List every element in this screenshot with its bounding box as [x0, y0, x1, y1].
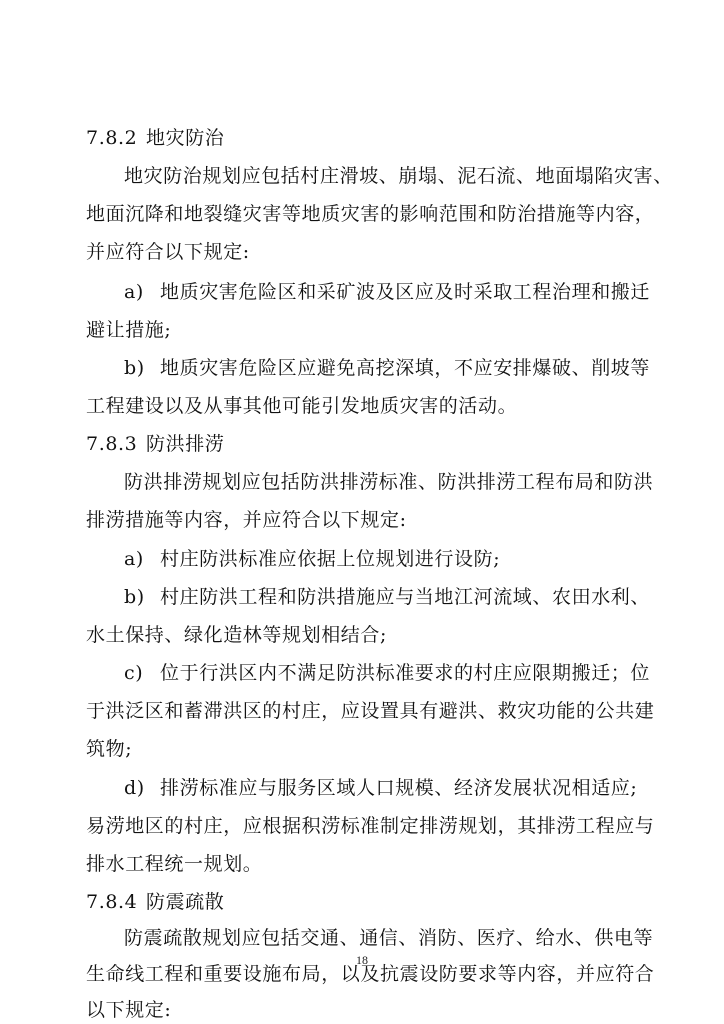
- list-item-line: 易涝地区的村庄，应根据积涝标准制定排涝规划，其排涝工程应与: [86, 815, 655, 837]
- section-number: 7.8.4: [86, 891, 138, 913]
- paragraph-line: 防洪排涝规划应包括防洪排涝标准、防洪排涝工程布局和防洪: [124, 471, 654, 493]
- list-item-line: 工程建设以及从事其他可能引发地质灾害的活动。: [86, 395, 518, 417]
- section-heading-7-8-3: [86, 432, 656, 456]
- list-item-text: 村庄防洪标准应依据上位规划进行设防;: [160, 548, 501, 570]
- list-item-label: a): [124, 548, 144, 570]
- list-item-line: [124, 585, 694, 609]
- list-item-text: 排涝标准应与服务区域人口规模、经济发展状况相适应;: [160, 777, 638, 799]
- list-item-label: b): [124, 357, 145, 379]
- list-item-line: [124, 776, 694, 800]
- paragraph-line: 地灾防治规划应包括村庄滑坡、崩塌、泥石流、地面塌陷灾害、: [124, 165, 673, 187]
- list-item-line: [124, 661, 694, 685]
- list-item-text: 地质灾害危险区应避免高挖深填，不应安排爆破、削坡等: [160, 357, 651, 379]
- list-item-text: 位于行洪区内不满足防洪标准要求的村庄应限期搬迁；位: [160, 662, 651, 684]
- paragraph-line: 以下规定:: [86, 999, 172, 1021]
- list-item-line: 筑物;: [86, 738, 133, 760]
- section-heading-7-8-2: [86, 126, 656, 150]
- list-item-label: c): [124, 662, 144, 684]
- section-title: 防洪排涝: [146, 433, 225, 455]
- paragraph-line: 并应符合以下规定:: [86, 241, 250, 263]
- list-item-line: [124, 280, 694, 304]
- section-number: 7.8.3: [86, 433, 138, 455]
- section-title: 防震疏散: [146, 891, 225, 913]
- list-item-line: 水土保持、绿化造林等规划相结合;: [86, 624, 388, 646]
- section-heading-7-8-4: [86, 890, 656, 914]
- list-item-label: d): [124, 777, 145, 799]
- list-item-text: 地质灾害危险区和采矿波及区应及时采取工程治理和搬迁: [160, 281, 651, 303]
- list-item-text: 村庄防洪工程和防洪措施应与当地江河流域、农田水利、: [160, 586, 651, 608]
- section-number: 7.8.2: [86, 127, 138, 149]
- list-item-label: a): [124, 281, 144, 303]
- list-item-line: [124, 547, 694, 571]
- list-item-line: 排水工程统一规划。: [86, 853, 263, 875]
- page-number: 18: [356, 953, 368, 967]
- paragraph-line: 生命线工程和重要设施布局，以及抗震设防要求等内容，并应符合: [86, 963, 655, 985]
- list-item-line: 于洪泛区和蓄滞洪区的村庄，应设置具有避洪、救灾功能的公共建: [86, 700, 655, 722]
- paragraph-line: 排涝措施等内容，并应符合以下规定:: [86, 509, 407, 531]
- paragraph-line: 地面沉降和地裂缝灾害等地质灾害的影响范围和防治措施等内容，: [86, 203, 655, 225]
- section-title: 地灾防治: [146, 127, 225, 149]
- paragraph-line: 防震疏散规划应包括交通、通信、消防、医疗、给水、供电等: [124, 927, 654, 949]
- list-item-line: [124, 356, 694, 380]
- list-item-label: b): [124, 586, 145, 608]
- list-item-line: 避让措施;: [86, 319, 172, 341]
